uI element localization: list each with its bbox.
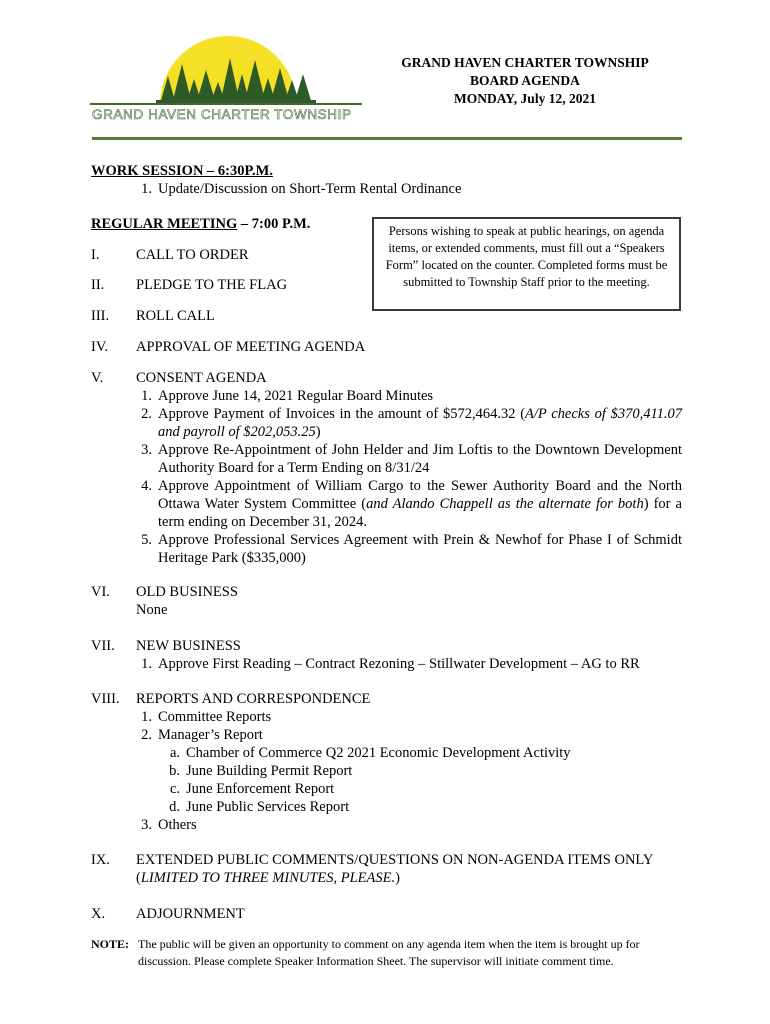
item-number-v: V. <box>91 370 104 386</box>
call-to-order: CALL TO ORDER <box>136 247 249 263</box>
title-line-3: MONDAY, July 12, 2021 <box>454 91 596 106</box>
speaker-notice-box: Persons wishing to speak at public hearings, on agenda items, or extended comments, must fill out a “Speakers Form” located on the counter. Completed forms must be submitted to Township Staff prior to the meeting. <box>372 217 681 311</box>
work-session-list <box>116 180 682 198</box>
extended-comments-note: (LIMITED TO THREE MINUTES, PLEASE.) <box>136 870 400 886</box>
list-item: 3. Approve Re-Appointment of John Helder and Jim Loftis to the Downtown Development Authority Board for a Term Ending on 8/31/24 <box>141 442 682 476</box>
item-number-ii: II. <box>91 277 105 293</box>
extended-comments-title: EXTENDED PUBLIC COMMENTS/QUESTIONS ON NON-AGENDA ITEMS ONLY <box>136 852 654 868</box>
list-item: 1. Committee Reports <box>141 709 272 725</box>
list-item: a. Chamber of Commerce Q2 2021 Economic Development Activity <box>169 745 571 761</box>
list-item: d. June Public Services Report <box>169 799 350 815</box>
old-business-body: None <box>136 602 168 618</box>
title-line-1: GRAND HAVEN CHARTER TOWNSHIP <box>401 55 649 70</box>
logo-wordmark: GRAND HAVEN CHARTER TOWNSHIP <box>92 107 352 122</box>
title-line-2: BOARD AGENDA <box>470 73 580 88</box>
list-item: 2. Approve Payment of Invoices in the amount of $572,464.32 (A/P checks of $370,411.07 and payroll of $202,053.25) <box>141 406 682 440</box>
note-text: The public will be given an opportunity to comment on any agenda item when the item is brought up for discussion. Please complete Speaker Information Sheet. The supervisor will initiate comment time. <box>138 937 640 968</box>
item-number-iii: III. <box>91 308 110 324</box>
pledge: PLEDGE TO THE FLAG <box>136 277 288 293</box>
note-label: NOTE: <box>91 937 130 951</box>
list-item: 1. Approve June 14, 2021 Regular Board Minutes <box>141 388 434 404</box>
reports-list <box>116 708 682 834</box>
list-item: 2. Manager’s Report <box>141 727 263 743</box>
new-business-title: NEW BUSINESS <box>136 638 241 654</box>
consent-agenda-list <box>116 387 682 567</box>
list-item: 1. Update/Discussion on Short-Term Rental Ordinance <box>141 181 462 197</box>
list-item: 4. Approve Appointment of William Cargo to the Sewer Authority Board and the North Ottawa Water System Committee (and Alando Chappell as the alternate for both) for a term ending on December 31, 2024. <box>141 478 682 530</box>
item-number-i: I. <box>91 247 100 263</box>
logo-rule <box>90 103 362 105</box>
item-number-vi: VI. <box>91 584 110 600</box>
reports-title: REPORTS AND CORRESPONDENCE <box>136 691 371 707</box>
item-number-viii: VIII. <box>91 691 120 707</box>
list-item: b. June Building Permit Report <box>169 763 353 779</box>
item-number-ix: IX. <box>91 852 110 868</box>
item-number-x: X. <box>91 906 106 922</box>
list-item: c. June Enforcement Report <box>169 781 335 797</box>
list-item: 1. Approve First Reading – Contract Rezoning – Stillwater Development – AG to RR <box>141 656 640 672</box>
roll-call: ROLL CALL <box>136 308 215 324</box>
new-business-list <box>116 655 682 673</box>
list-item: 5. Approve Professional Services Agreement with Prein & Newhof for Phase I of Schmidt Heritage Park ($335,000) <box>141 532 682 566</box>
approval-agenda: APPROVAL OF MEETING AGENDA <box>136 339 366 355</box>
item-number-iv: IV. <box>91 339 109 355</box>
consent-agenda-title: CONSENT AGENDA <box>136 370 267 386</box>
header-divider <box>92 137 682 140</box>
regular-meeting-heading: REGULAR MEETING – 7:00 P.M. <box>91 216 311 232</box>
item-number-vii: VII. <box>91 638 115 654</box>
list-item: 3. Others <box>141 817 197 833</box>
work-session-heading: WORK SESSION – 6:30P.M. <box>91 163 273 179</box>
old-business-title: OLD BUSINESS <box>136 584 238 600</box>
adjournment: ADJOURNMENT <box>136 906 245 922</box>
agenda-title <box>370 54 680 108</box>
